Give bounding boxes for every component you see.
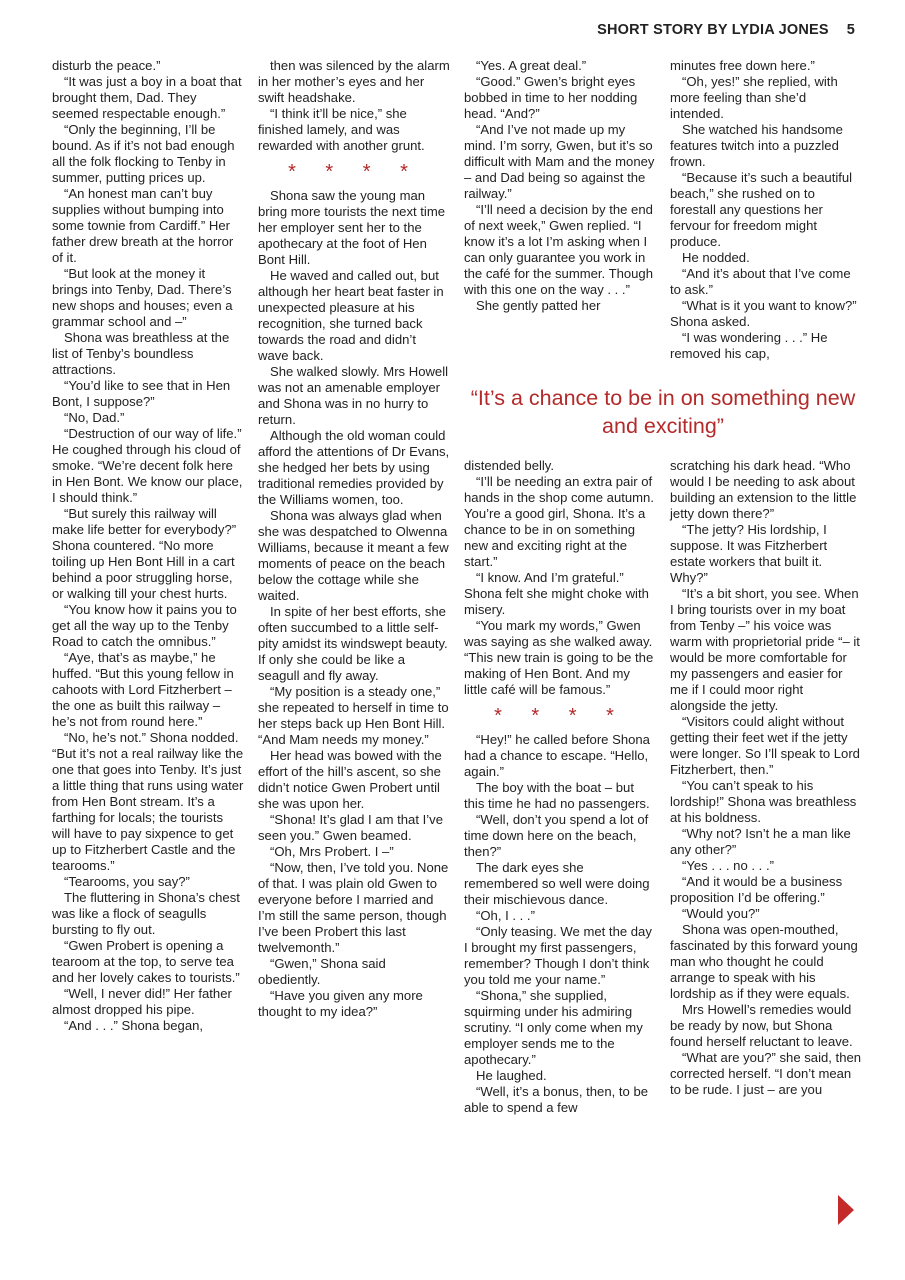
- paragraph: “Oh, yes!” she replied, with more feeling than she’d intended.: [670, 74, 838, 121]
- paragraph: then was silenced by the alarm in her mother’s eyes and her swift headshake.: [258, 58, 450, 105]
- paragraph: “Visitors could alight without getting their feet wet if the jetty were longer. So I’ll speak to Lord Fitzherbert, then.”: [670, 714, 860, 777]
- paragraph: “Good.” Gwen’s bright eyes bobbed in time to her nodding head. “And?”: [464, 74, 638, 121]
- page-header: [597, 22, 855, 38]
- paragraph: Although the old woman could afford the attentions of Dr Evans, she hedged her bets by using traditional remedies provided by the Williams women, too.: [258, 428, 450, 507]
- paragraph: “Because it’s such a beautiful beach,” she rushed on to forestall any questions her fervour for freedom might produce.: [670, 170, 853, 249]
- paragraph: distended belly.: [464, 458, 555, 473]
- paragraph: “Shona! It’s glad I am that I’ve seen you.” Gwen beamed.: [258, 812, 443, 843]
- paragraph: “Oh, Mrs Probert. I –”: [270, 844, 394, 859]
- paragraph: Shona was breathless at the list of Tenby’s boundless attractions.: [52, 330, 230, 377]
- paragraph: “Hey!” he called before Shona had a chance to escape. “Hello, again.”: [464, 732, 650, 779]
- paragraph: “Oh, I . . .”: [476, 908, 535, 923]
- paragraph: “I think it’ll be nice,” she finished lamely, and was rewarded with another grunt.: [258, 106, 425, 153]
- paragraph: “You mark my words,” Gwen was saying as she walked away. “This new train is going to be the making of Hen Bont. And my little café will be famous.”: [464, 618, 654, 697]
- page-number: 5: [846, 22, 855, 38]
- paragraph: The fluttering in Shona’s chest was like a flock of seagulls bursting to fly out.: [52, 890, 240, 937]
- story-title: SHORT STORY BY LYDIA JONES: [597, 22, 829, 38]
- paragraph: Mrs Howell’s remedies would be ready by now, but Shona found herself reluctant to leave.: [670, 1002, 853, 1049]
- paragraph: “Yes. A great deal.”: [476, 58, 587, 73]
- paragraph: “It’s a bit short, you see. When I bring tourists over in my boat from Tenby –” his voice was warm with proprietorial pride “– it would be more comfortable for my passengers and easier for me if I could moor right alongside the jetty.: [670, 586, 860, 713]
- paragraph: Shona was always glad when she was despatched to Olwenna Williams, because it meant a few moments of peace on the beach below the cottage while she waited.: [258, 508, 449, 603]
- paragraph: He nodded.: [682, 250, 750, 265]
- paragraph: He waved and called out, but although her heart beat faster in unexpected pleasure at his recognition, she turned back towards the road and didn’t wave back.: [258, 268, 444, 363]
- paragraph: “Only the beginning, I’ll be bound. As if it’s not bad enough all the folk flocking to Tenby in summer, putting prices up.: [52, 122, 235, 185]
- column-3-top: [464, 58, 656, 314]
- paragraph: “Well, it’s a bonus, then, to be able to spend a few: [464, 1084, 649, 1115]
- paragraph: “No, Dad.”: [64, 410, 125, 425]
- column-1: [52, 58, 244, 1034]
- paragraph: “And . . .” Shona began,: [64, 1018, 204, 1033]
- paragraph: Her head was bowed with the effort of the hill’s ascent, so she didn’t notice Gwen Probert until she was upon her.: [258, 748, 442, 811]
- paragraph: “Yes . . . no . . .”: [682, 858, 774, 873]
- paragraph: minutes free down here.”: [670, 58, 815, 73]
- paragraph: “I know. And I’m grateful.” Shona felt she might choke with misery.: [464, 570, 649, 617]
- column-3-bottom: [464, 458, 656, 1116]
- continue-arrow-icon: [838, 1195, 854, 1225]
- section-break-2: * * * *: [494, 705, 626, 727]
- paragraph: Shona saw the young man bring more tourists the next time her employer sent her to the apothecary at the foot of Hen Bont Hill.: [258, 188, 446, 267]
- paragraph: “Would you?”: [682, 906, 760, 921]
- paragraph: “I’ll need a decision by the end of next week,” Gwen replied. “I know it’s a lot I’m asking when I can only guarantee you work in the café for the summer. Though with this one on the way . . .”: [464, 202, 653, 297]
- column-4-top: [670, 58, 862, 362]
- paragraph: Shona was open-mouthed, fascinated by this forward young man who thought he could arrange to speak with his lordship as if they were equals.: [670, 922, 858, 1001]
- paragraph: “What are you?” she said, then corrected herself. “I don’t mean to be rude. I just – are you: [670, 1050, 862, 1097]
- paragraph: “Aye, that’s as maybe,” he huffed. “But this young fellow in cahoots with Lord Fitzherbert – the one as built this railway – he’s not from round here.”: [52, 650, 234, 729]
- paragraph: “Shona,” she supplied, squirming under his admiring scrutiny. “I only come when my employer sends me to the apothecary.”: [464, 988, 643, 1067]
- column-4-bottom: [670, 458, 862, 1098]
- paragraph: “But look at the money it brings into Tenby, Dad. There’s new shops and houses; even a grammar school and –”: [52, 266, 233, 329]
- paragraph: “Tearooms, you say?”: [64, 874, 190, 889]
- paragraph: “You’d like to see that in Hen Bont, I suppose?”: [52, 378, 231, 409]
- paragraph: “An honest man can’t buy supplies without bumping into some townie from Cardiff.” Her father drew breath at the horror of it.: [52, 186, 234, 265]
- paragraph: In spite of her best efforts, she often succumbed to a little self-pity amidst its windswept beauty. If only she could be like a seagull and fly away.: [258, 604, 448, 683]
- paragraph: “Now, then, I’ve told you. None of that. I was plain old Gwen to everyone before I married and I’m still the same person, though I’ve been Probert this last twelvemonth.”: [258, 860, 449, 955]
- paragraph: “Gwen Probert is opening a tearoom at the top, to serve tea and her lovely cakes to tourists.”: [52, 938, 240, 985]
- paragraph: “Well, don’t you spend a lot of time down here on the beach, then?”: [464, 812, 649, 859]
- column-2-bottom: [258, 188, 450, 1020]
- paragraph: The dark eyes she remembered so well were doing their mischievous dance.: [464, 860, 650, 907]
- paragraph: He laughed.: [476, 1068, 547, 1083]
- paragraph: “My position is a steady one,” she repeated to herself in time to her steps back up Hen Bont Hill. “And Mam needs my money.”: [258, 684, 449, 747]
- paragraph: “I’ll be needing an extra pair of hands in the shop come autumn. You’re a good girl, Shona. It’s a chance to be in on something new and exciting right at the start.”: [464, 474, 654, 569]
- paragraph: “It was just a boy in a boat that brought them, Dad. They seemed respectable enough.”: [52, 74, 242, 121]
- paragraph: She walked slowly. Mrs Howell was not an amenable employer and Shona was in no hurry to return.: [258, 364, 449, 427]
- paragraph: “Gwen,” Shona said obediently.: [258, 956, 386, 987]
- paragraph: “You know how it pains you to get all the way up to the Tenby Road to catch the omnibus.”: [52, 602, 237, 649]
- paragraph: “And it’s about that I’ve come to ask.”: [670, 266, 851, 297]
- paragraph: disturb the peace.”: [52, 58, 161, 73]
- column-2-top: [258, 58, 450, 154]
- pull-quote: “It’s a chance to be in on something new and exciting”: [470, 386, 856, 438]
- paragraph: “Destruction of our way of life.” He coughed through his cloud of smoke. “We’re decent folk here in Hen Bont. We know our place, I should think.”: [52, 426, 243, 505]
- paragraph: “Only teasing. We met the day I brought my first passengers, remember? Though I don’t think you told me your name.”: [464, 924, 652, 987]
- paragraph: She gently patted her: [476, 298, 601, 313]
- paragraph: “What is it you want to know?” Shona asked.: [670, 298, 857, 329]
- paragraph: She watched his handsome features twitch into a puzzled frown.: [670, 122, 843, 169]
- paragraph: “You can’t speak to his lordship!” Shona was breathless at his boldness.: [670, 778, 857, 825]
- paragraph: The boy with the boat – but this time he had no passengers.: [464, 780, 650, 811]
- paragraph: scratching his dark head. “Who would I be needing to ask about building an extension to the little jetty down there?”: [670, 458, 857, 521]
- paragraph: “And it would be a business proposition I’d be offering.”: [670, 874, 843, 905]
- paragraph: “No, he’s not.” Shona nodded. “But it’s not a real railway like the one that goes into Tenby. It’s just a little thing that runs using water from Hen Bont stream. It’s a farthing for locals; the tourists will have to pay sixpence to get up to Fitzherbert Castle and the tearooms.”: [52, 730, 244, 873]
- section-break: * * * *: [288, 161, 420, 183]
- paragraph: “Why not? Isn’t he a man like any other?”: [670, 826, 851, 857]
- paragraph: “Have you given any more thought to my idea?”: [258, 988, 423, 1019]
- paragraph: “The jetty? His lordship, I suppose. It was Fitzherbert estate workers that built it. Why?”: [670, 522, 828, 585]
- paragraph: “But surely this railway will make life better for everybody?” Shona countered. “No more toiling up Hen Bont Hill in a cart behind a poor struggling horse, or walking till your chest hurts.: [52, 506, 237, 601]
- column-3-bottom-b: [464, 732, 656, 1116]
- paragraph: “I was wondering . . .” He removed his cap,: [670, 330, 828, 361]
- column-2: [258, 58, 450, 1020]
- paragraph: “Well, I never did!” Her father almost dropped his pipe.: [52, 986, 232, 1017]
- paragraph: “And I’ve not made up my mind. I’m sorry, Gwen, but it’s so difficult with Mam and the money – and Dad being so against the railway.”: [464, 122, 655, 201]
- column-3-bottom-a: [464, 458, 656, 698]
